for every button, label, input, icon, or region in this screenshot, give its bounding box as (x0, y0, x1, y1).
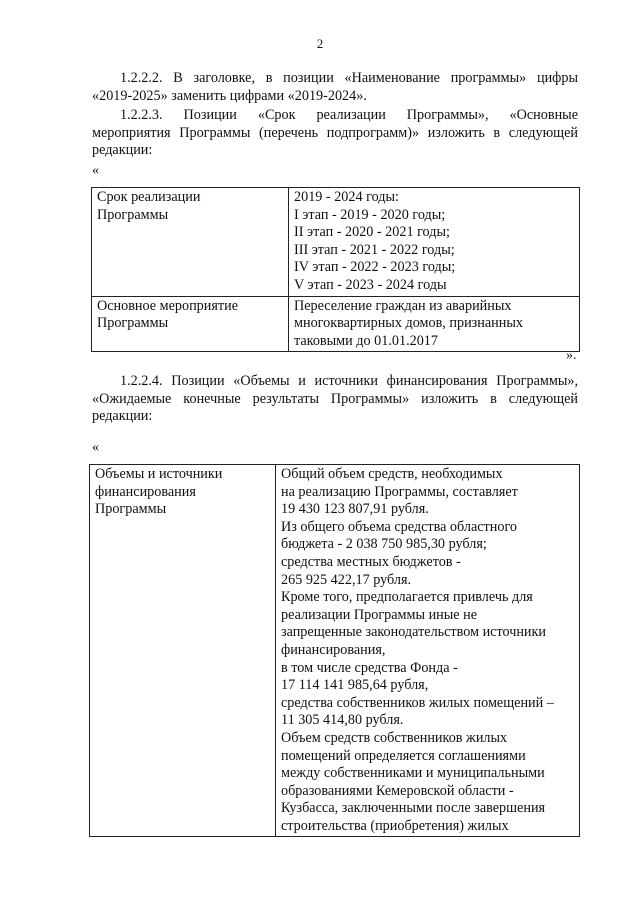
cell-line: многоквартирных домов, признанных (294, 315, 523, 332)
cell-line: V этап - 2023 - 2024 годы (294, 276, 447, 293)
financing-table (89, 464, 580, 837)
cell-line: бюджета - 2 038 750 985,30 рубля; (281, 536, 487, 553)
table-value-cell (276, 465, 580, 837)
page-number: 2 (316, 36, 324, 51)
cell-line: Основное мероприятие (97, 297, 238, 314)
table-value-cell (289, 296, 580, 352)
paragraph-1-2-2-4 (92, 373, 578, 426)
cell-line: 265 925 422,17 рубля. (281, 571, 412, 588)
cell-line: строительства (приобретения) жилых (281, 817, 509, 834)
table-row (92, 296, 580, 352)
paragraph-1-2-2-2 (92, 70, 578, 105)
cell-line: II этап - 2020 - 2021 годы; (294, 224, 450, 241)
cell-line: помещений определяется соглашениями (281, 747, 526, 764)
cell-line: финансирования (95, 483, 196, 500)
table-value-cell (289, 188, 580, 297)
cell-line: в том числе средства Фонда - (281, 659, 458, 676)
cell-line: Объемы и источники (95, 466, 223, 482)
cell-line: 17 114 141 985,64 рубля, (281, 677, 429, 694)
table-label-cell (90, 465, 276, 837)
cell-line: финансирования, (281, 641, 386, 658)
cell-line: средства местных бюджетов - (281, 553, 461, 570)
cell-line: Из общего объема средства областного (281, 518, 518, 535)
opening-quote: « (92, 163, 99, 178)
cell-line: Срок реализации (97, 189, 201, 205)
paragraph-line: 1.2.2.3. Позиции «Срок реализации Программы», «Основные (120, 107, 578, 123)
cell-line: Переселение граждан из аварийных (294, 297, 512, 314)
cell-line: I этап - 2019 - 2020 годы; (294, 206, 446, 223)
cell-line: 19 430 123 807,91 рубля. (281, 501, 429, 518)
cell-line: 2019 - 2024 годы: (294, 189, 399, 205)
cell-line: средства собственников жилых помещений – (281, 694, 554, 711)
cell-line: Кроме того, предполагается привлечь для (281, 589, 533, 606)
cell-line: III этап - 2021 - 2022 годы; (294, 241, 455, 258)
paragraph-line: 1.2.2.4. Позиции «Объемы и источники финансирования Программы», (120, 373, 578, 389)
table-row (92, 188, 580, 297)
cell-line: Программы (97, 315, 169, 332)
program-term-table (91, 187, 580, 352)
paragraph-1-2-2-3 (92, 107, 578, 160)
cell-line: на реализацию Программы, составляет (281, 483, 518, 500)
cell-line: таковыми до 01.01.2017 (294, 332, 438, 349)
paragraph-line: 1.2.2.2. В заголовке, в позиции «Наименование программы» цифры (120, 70, 578, 86)
table-label-cell (92, 296, 289, 352)
cell-line: Программы (97, 206, 169, 223)
cell-line: реализации Программы иные не (281, 606, 478, 623)
paragraph-line: «2019-2025» заменить цифрами «2019-2024». (92, 87, 367, 104)
cell-line: 11 305 414,80 рубля. (281, 712, 404, 729)
table-label-cell (92, 188, 289, 297)
table-row (90, 465, 580, 837)
closing-quote: ». (566, 348, 577, 363)
cell-line: Кузбасса, заключенными после завершения (281, 800, 546, 817)
cell-line: запрещенные законодательством источники (281, 624, 547, 641)
cell-line: образованиями Кемеровской области - (281, 782, 514, 799)
paragraph-line: мероприятия Программы (перечень подпрограмм)» изложить в следующей (92, 124, 578, 141)
opening-quote: « (92, 440, 99, 455)
paragraph-line: «Ожидаемые конечные результаты Программы» изложить в следующей (92, 390, 578, 407)
cell-line: IV этап - 2022 - 2023 годы; (294, 259, 456, 276)
cell-line: между собственниками и муниципальными (281, 765, 545, 782)
paragraph-line: редакции: (92, 142, 153, 158)
cell-line: Объем средств собственников жилых (281, 729, 508, 746)
cell-line: Общий объем средств, необходимых (281, 466, 503, 482)
paragraph-line: редакции: (92, 408, 153, 424)
cell-line: Программы (95, 501, 167, 518)
